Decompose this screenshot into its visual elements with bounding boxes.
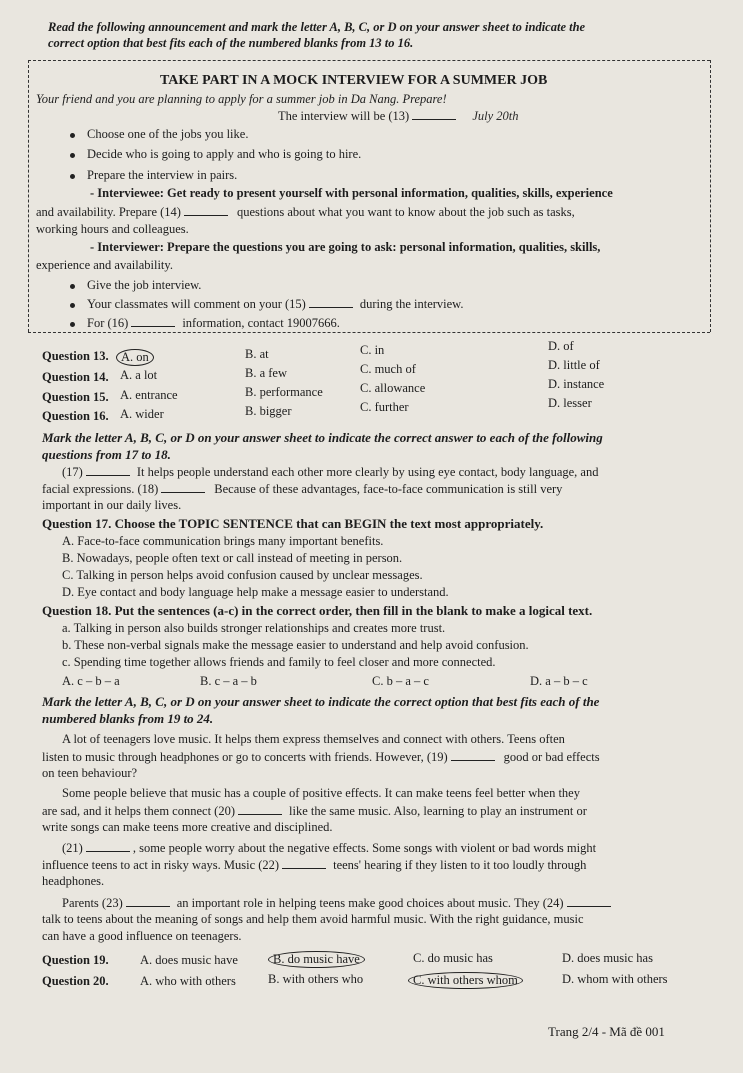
blank-23 <box>126 895 170 907</box>
blank-15 <box>309 296 353 308</box>
passage-p2-line2: are sad, and it helps them connect (20) like the same music. Also, learning to play an instrument or <box>42 804 587 818</box>
passage-p2-line3: write songs can make teens more creative and disciplined. <box>42 820 333 834</box>
blank-19 <box>451 749 495 761</box>
instruction-13-16-line1: Read the following announcement and mark the letter A, B, C, or D on your answer sheet to indicate the <box>48 20 586 34</box>
q20-option-d[interactable]: D. whom with others <box>562 972 668 986</box>
announcement-intro: Your friend and you are planning to apply for a summer job in Da Nang. Prepare! <box>36 92 447 106</box>
q18-option-d[interactable]: D. a – b – c <box>530 674 588 688</box>
interviewee-line3: working hours and colleagues. <box>36 222 189 236</box>
q14-option-d[interactable]: D. little of <box>548 358 600 372</box>
bullet-3: Prepare the interview in pairs. <box>70 168 237 183</box>
q20-option-a[interactable]: A. who with others <box>140 974 236 988</box>
q18-sentence-b: b. These non-verbal signals make the message easier to understand and help avoid confusion. <box>62 638 529 652</box>
blank-22 <box>282 857 326 869</box>
announcement-title: TAKE PART IN A MOCK INTERVIEW FOR A SUMMER JOB <box>160 73 548 88</box>
passage-17-line1: (17) It helps people understand each other more clearly by using eye contact, body language, and <box>62 465 599 479</box>
q17-option-a[interactable]: A. Face-to-face communication brings many important benefits. <box>62 534 384 548</box>
bullet-5: Your classmates will comment on your (15) during the interview. <box>70 296 464 312</box>
q18-option-b[interactable]: B. c – a – b <box>200 674 257 688</box>
bullet-6: For (16) information, contact 19007666. <box>70 315 340 331</box>
q19-option-d[interactable]: D. does music has <box>562 951 653 965</box>
blank-18 <box>161 481 205 493</box>
passage-17-line3: important in our daily lives. <box>42 498 182 512</box>
blank-14 <box>184 204 228 216</box>
q18-stem: Question 18. Put the sentences (a-c) in the correct order, then fill in the blank to make a logical text. <box>42 603 593 618</box>
interviewer-line1: - Interviewer: Prepare the questions you are going to ask: personal information, qualities, skills, <box>90 240 601 254</box>
handwritten-note: July 20th <box>472 109 519 123</box>
q15-option-d[interactable]: D. instance <box>548 377 605 391</box>
blank-17 <box>86 464 130 476</box>
bullet-4: Give the job interview. <box>70 278 201 293</box>
q17-option-b[interactable]: B. Nowadays, people often text or call instead of meeting in person. <box>62 551 403 565</box>
passage-p4-line3: can have a good influence on teenagers. <box>42 929 242 943</box>
q19-option-c[interactable]: C. do music has <box>413 951 493 965</box>
passage-p1-line3: on teen behaviour? <box>42 766 138 780</box>
blank-16 <box>131 315 175 327</box>
passage-p4-line2: talk to teens about the meaning of songs and help them avoid harmful music. With the right guidance, music <box>42 912 584 926</box>
box-top-border <box>28 60 710 61</box>
q14-option-a[interactable]: A. a lot <box>120 368 158 382</box>
q14-label: Question 14. <box>42 370 109 384</box>
q15-option-c[interactable]: C. allowance <box>360 381 426 395</box>
q13-option-b[interactable]: B. at <box>245 347 269 361</box>
q18-sentence-c: c. Spending time together allows friends and family to feel closer and more connected. <box>62 655 496 669</box>
blank-13 <box>412 108 456 120</box>
passage-p3-line2: influence teens to act in risky ways. Music (22) teens' hearing if they listen to it too loudly through <box>42 858 587 872</box>
q19-option-a[interactable]: A. does music have <box>140 953 238 967</box>
interviewee-line1: - Interviewee: Get ready to present yourself with personal information, qualities, skills, experience <box>90 186 613 200</box>
passage-p2-line1: Some people believe that music has a couple of positive effects. It can make teens feel better when they <box>62 786 580 800</box>
page-footer: Trang 2/4 - Mã đề 001 <box>548 1024 665 1039</box>
q17-option-c[interactable]: C. Talking in person helps avoid confusion caused by unclear messages. <box>62 568 423 582</box>
bullet-1: Choose one of the jobs you like. <box>70 127 248 142</box>
instruction-13-16-line2: correct option that best fits each of the numbered blanks from 13 to 16. <box>48 36 414 50</box>
q20-option-c[interactable]: C. with others whom <box>408 972 523 989</box>
q15-option-a[interactable]: A. entrance <box>120 388 178 402</box>
q15-option-b[interactable]: B. performance <box>245 385 323 399</box>
bullet-2: Decide who is going to apply and who is going to hire. <box>70 147 361 162</box>
passage-p1-line2: listen to music through headphones or go to concerts with friends. However, (19) good or bad effects <box>42 750 600 764</box>
q16-option-b[interactable]: B. bigger <box>245 404 292 418</box>
q20-label: Question 20. <box>42 974 109 988</box>
q13-option-a[interactable]: A. on <box>116 349 154 366</box>
q17-option-d[interactable]: D. Eye contact and body language help make a message easier to understand. <box>62 585 449 599</box>
q16-option-d[interactable]: D. lesser <box>548 396 592 410</box>
passage-p4-line1: Parents (23) an important role in helping teens make good choices about music. They (24) <box>62 895 614 911</box>
blank-20 <box>238 803 282 815</box>
box-bottom-border <box>28 332 710 333</box>
passage-17-line2: facial expressions. (18) Because of these advantages, face-to-face communication is still very <box>42 482 563 496</box>
passage-p1-line1: A lot of teenagers love music. It helps them express themselves and connect with others. Teens often <box>62 732 565 746</box>
q16-option-c[interactable]: C. further <box>360 400 409 414</box>
q18-option-c[interactable]: C. b – a – c <box>372 674 429 688</box>
q16-label: Question 16. <box>42 409 109 423</box>
instruction-19-24-line2: numbered blanks from 19 to 24. <box>42 711 214 726</box>
instruction-19-24-line1: Mark the letter A, B, C, or D on your answer sheet to indicate the correct option that best fits each of the <box>42 694 600 709</box>
box-right-border <box>710 60 711 332</box>
passage-p3-line1: (21) , some people worry about the negative effects. Some songs with violent or bad words might <box>62 841 597 855</box>
q17-stem: Question 17. Choose the TOPIC SENTENCE that can BEGIN the text most appropriately. <box>42 516 544 531</box>
instruction-17-18-line2: questions from 17 to 18. <box>42 447 171 462</box>
q13-option-c[interactable]: C. in <box>360 343 385 357</box>
q13-label: Question 13. <box>42 349 109 363</box>
announcement-line-13: The interview will be (13) July 20th <box>278 109 519 123</box>
q13-option-d[interactable]: D. of <box>548 339 574 353</box>
interviewee-line2: and availability. Prepare (14) questions about what you want to know about the job such as tasks, <box>36 205 575 219</box>
q16-option-a[interactable]: A. wider <box>120 407 164 421</box>
q18-option-a[interactable]: A. c – b – a <box>62 674 120 688</box>
q19-option-b[interactable]: B. do music have <box>268 951 365 968</box>
blank-21 <box>86 840 130 852</box>
blank-24 <box>567 895 611 907</box>
passage-p3-line3: headphones. <box>42 874 105 888</box>
interviewer-line2: experience and availability. <box>36 258 173 272</box>
q15-label: Question 15. <box>42 390 109 404</box>
q14-option-c[interactable]: C. much of <box>360 362 416 376</box>
q14-option-b[interactable]: B. a few <box>245 366 287 380</box>
q20-option-b[interactable]: B. with others who <box>268 972 364 986</box>
q18-sentence-a: a. Talking in person also builds stronger relationships and creates more trust. <box>62 621 446 635</box>
instruction-17-18-line1: Mark the letter A, B, C, or D on your answer sheet to indicate the correct answer to each of the following <box>42 430 603 445</box>
q19-label: Question 19. <box>42 953 109 967</box>
box-left-border <box>28 60 29 332</box>
